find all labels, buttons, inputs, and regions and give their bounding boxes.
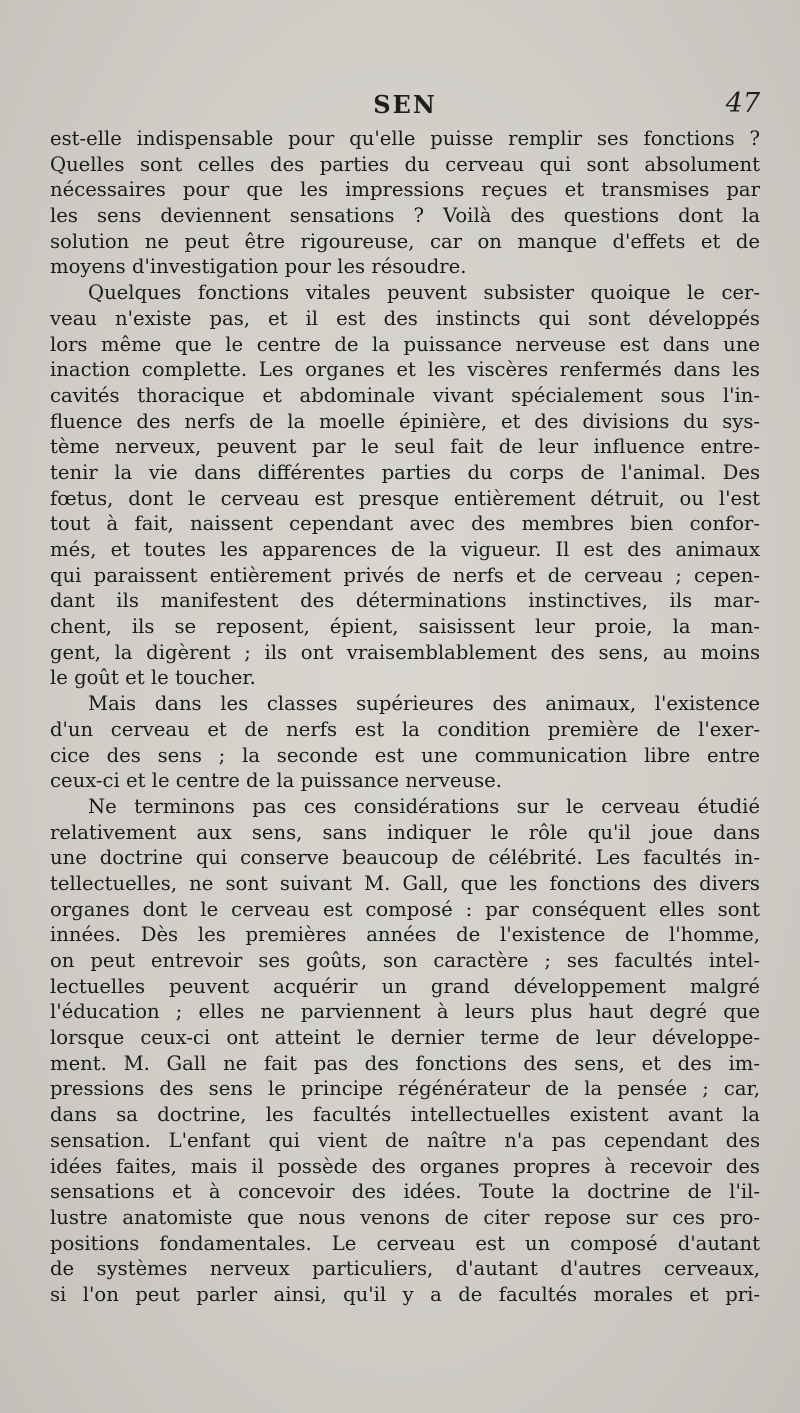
text-line: tellectuelles, ne sont suivant M. Gall, que les fonctions des divers [50, 871, 760, 895]
text-line: Quelques fonctions vitales peuvent subsister quoique le cer- [88, 281, 760, 305]
text-line: on peut entrevoir ses goûts, son caractère ; ses facultés intel- [50, 949, 760, 972]
text-line: tème nerveux, peuvent par le seul fait de leur influence entre- [50, 435, 760, 459]
text-line: sensations et à concevoir des idées. Toute la doctrine de l'il- [50, 1180, 760, 1204]
running-head: SEN [373, 90, 437, 119]
text-line: l'éducation ; elles ne parviennent à leurs plus haut degré que [50, 1000, 760, 1024]
text-line: ceux-ci et le centre de la puissance nerveuse. [50, 769, 502, 793]
text-line: chent, ils se reposent, épient, saisissent leur proie, la man- [50, 615, 760, 639]
text-line: lectuelles peuvent acquérir un grand développement malgré [50, 974, 760, 998]
text-line: lustre anatomiste que nous venons de citer repose sur ces pro- [50, 1205, 760, 1229]
text-line: Quelles sont celles des parties du cerveau qui sont absolument [50, 152, 760, 176]
text-line: idées faites, mais il possède des organes propres à recevoir des [50, 1154, 760, 1178]
text-line: pressions des sens le principe régénérateur de la pensée ; car, [50, 1077, 760, 1101]
text-line: dans sa doctrine, les facultés intellectuelles existent avant la [50, 1103, 760, 1127]
text-line: tenir la vie dans différentes parties du corps de l'animal. Des [50, 460, 760, 484]
body-text [50, 126, 760, 1308]
text-line: si l'on peut parler ainsi, qu'il y a de facultés morales et pri- [50, 1282, 760, 1306]
text-line: de systèmes nerveux particuliers, d'autant d'autres cerveaux, [50, 1257, 760, 1281]
text-line: innées. Dès les premières années de l'existence de l'homme, [50, 923, 760, 947]
text-line: qui paraissent entièrement privés de nerfs et de cerveau ; cepen- [50, 563, 760, 587]
text-line: inaction complette. Les organes et les viscères renfermés dans les [50, 358, 760, 382]
text-line: d'un cerveau et de nerfs est la condition première de l'exer- [50, 717, 760, 741]
text-line: més, et toutes les apparences de la vigueur. Il est des animaux [50, 538, 760, 561]
text-line: gent, la digèrent ; ils ont vraisemblablement des sens, au moins [50, 640, 760, 664]
text-line: positions fondamentales. Le cerveau est un composé d'autant [50, 1231, 760, 1255]
text-line: dant ils manifestent des déterminations instinctives, ils mar- [50, 589, 760, 613]
text-line: solution ne peut être rigoureuse, car on manque d'effets et de [50, 229, 760, 253]
text-line: Ne terminons pas ces considérations sur le cerveau étudié [88, 794, 760, 818]
text-line: fœtus, dont le cerveau est presque entièrement détruit, ou l'est [50, 486, 760, 510]
text-line: veau n'existe pas, et il est des instincts qui sont développés [50, 306, 760, 330]
text-line: une doctrine qui conserve beaucoup de célébrité. Les facultés in- [50, 846, 760, 870]
text-line: les sens deviennent sensations ? Voilà des questions dont la [50, 204, 760, 228]
text-line: lors même que le centre de la puissance nerveuse est dans une [50, 332, 760, 356]
text-line: sensation. L'enfant qui vient de naître n'a pas cependant des [50, 1128, 760, 1152]
page-header [50, 88, 760, 122]
text-line: Mais dans les classes supérieures des animaux, l'existence [88, 692, 760, 716]
page-number: 47 [725, 88, 760, 119]
text-line: cavités thoracique et abdominale vivant spécialement sous l'in- [50, 383, 760, 407]
text-line: lorsque ceux-ci ont atteint le dernier terme de leur développe- [50, 1026, 760, 1050]
text-line: ment. M. Gall ne fait pas des fonctions des sens, et des im- [50, 1051, 760, 1075]
text-line: tout à fait, naissent cependant avec des membres bien confor- [50, 512, 760, 536]
text-line: fluence des nerfs de la moelle épinière, et des divisions du sys- [50, 409, 760, 433]
text-line: moyens d'investigation pour les résoudre. [50, 255, 467, 279]
text-line: nécessaires pour que les impressions reçues et transmises par [50, 178, 760, 202]
text-line: cice des sens ; la seconde est une communication libre entre [50, 743, 760, 767]
text-line: relativement aux sens, sans indiquer le rôle qu'il joue dans [50, 820, 760, 844]
text-line: le goût et le toucher. [50, 666, 256, 690]
text-line: est-elle indispensable pour qu'elle puisse remplir ses fonctions ? [50, 127, 760, 150]
text-line: organes dont le cerveau est composé : par conséquent elles sont [50, 897, 760, 921]
